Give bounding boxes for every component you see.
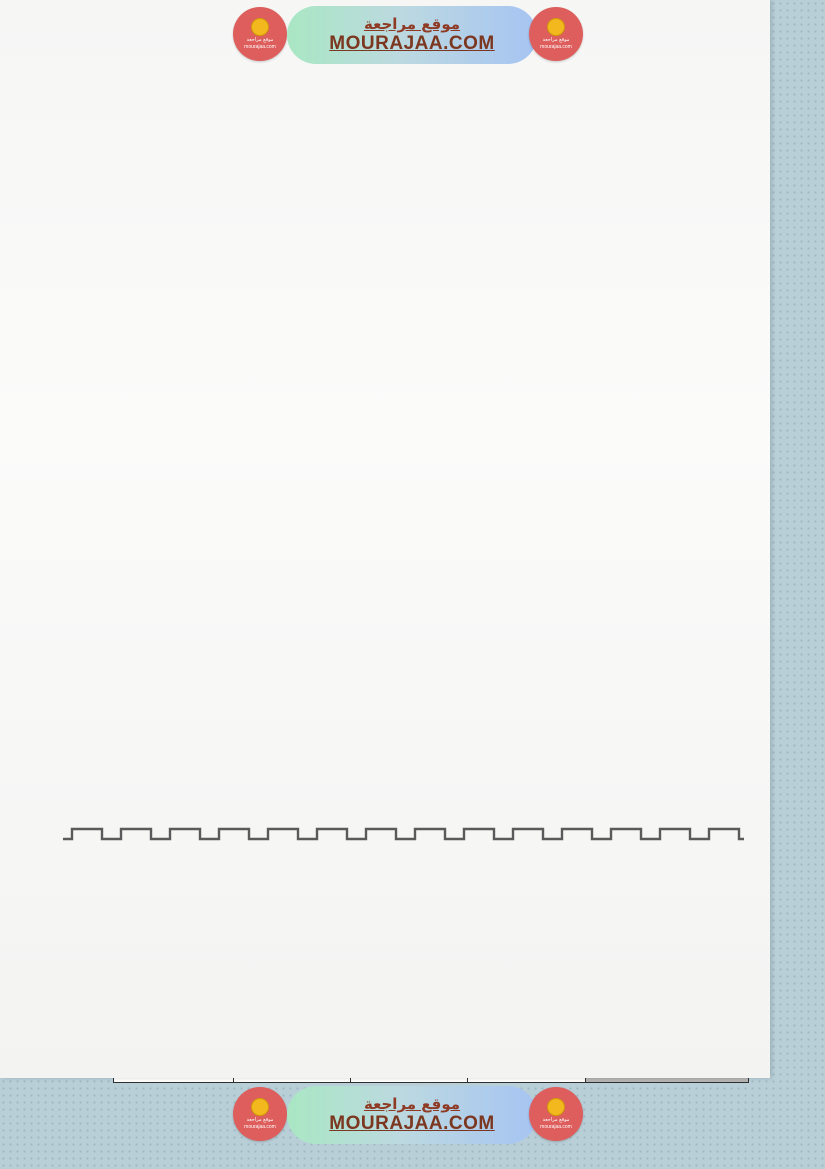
site-domain-text: MOURAJAA.COM xyxy=(329,1113,495,1134)
site-logo-badge xyxy=(233,7,287,61)
site-logo-badge xyxy=(529,1087,583,1141)
site-logo-badge xyxy=(233,1087,287,1141)
badge-site-name: موقع مراجعة xyxy=(542,1116,570,1123)
badge-site-domain: mourajaa.com xyxy=(244,44,276,51)
badge-site-domain: mourajaa.com xyxy=(540,44,572,51)
book-logo-icon xyxy=(251,18,269,36)
site-domain-text: MOURAJAA.COM xyxy=(329,33,495,54)
crenellated-divider xyxy=(62,820,757,850)
badge-site-name: موقع مراجعة xyxy=(542,36,570,43)
badge-site-name: موقع مراجعة xyxy=(246,1116,274,1123)
site-logo-badge xyxy=(529,7,583,61)
site-name-arabic: موقع مراجعة xyxy=(363,15,461,33)
site-banner-link[interactable] xyxy=(287,1086,537,1144)
badge-site-domain: mourajaa.com xyxy=(540,1124,572,1131)
badge-site-domain: mourajaa.com xyxy=(244,1124,276,1131)
crenellated-divider-svg xyxy=(62,820,757,846)
site-banner-link[interactable] xyxy=(287,6,537,64)
book-logo-icon xyxy=(547,1098,565,1116)
badge-site-name: موقع مراجعة xyxy=(246,36,274,43)
book-logo-icon xyxy=(547,18,565,36)
book-logo-icon xyxy=(251,1098,269,1116)
site-name-arabic: موقع مراجعة xyxy=(363,1095,461,1113)
